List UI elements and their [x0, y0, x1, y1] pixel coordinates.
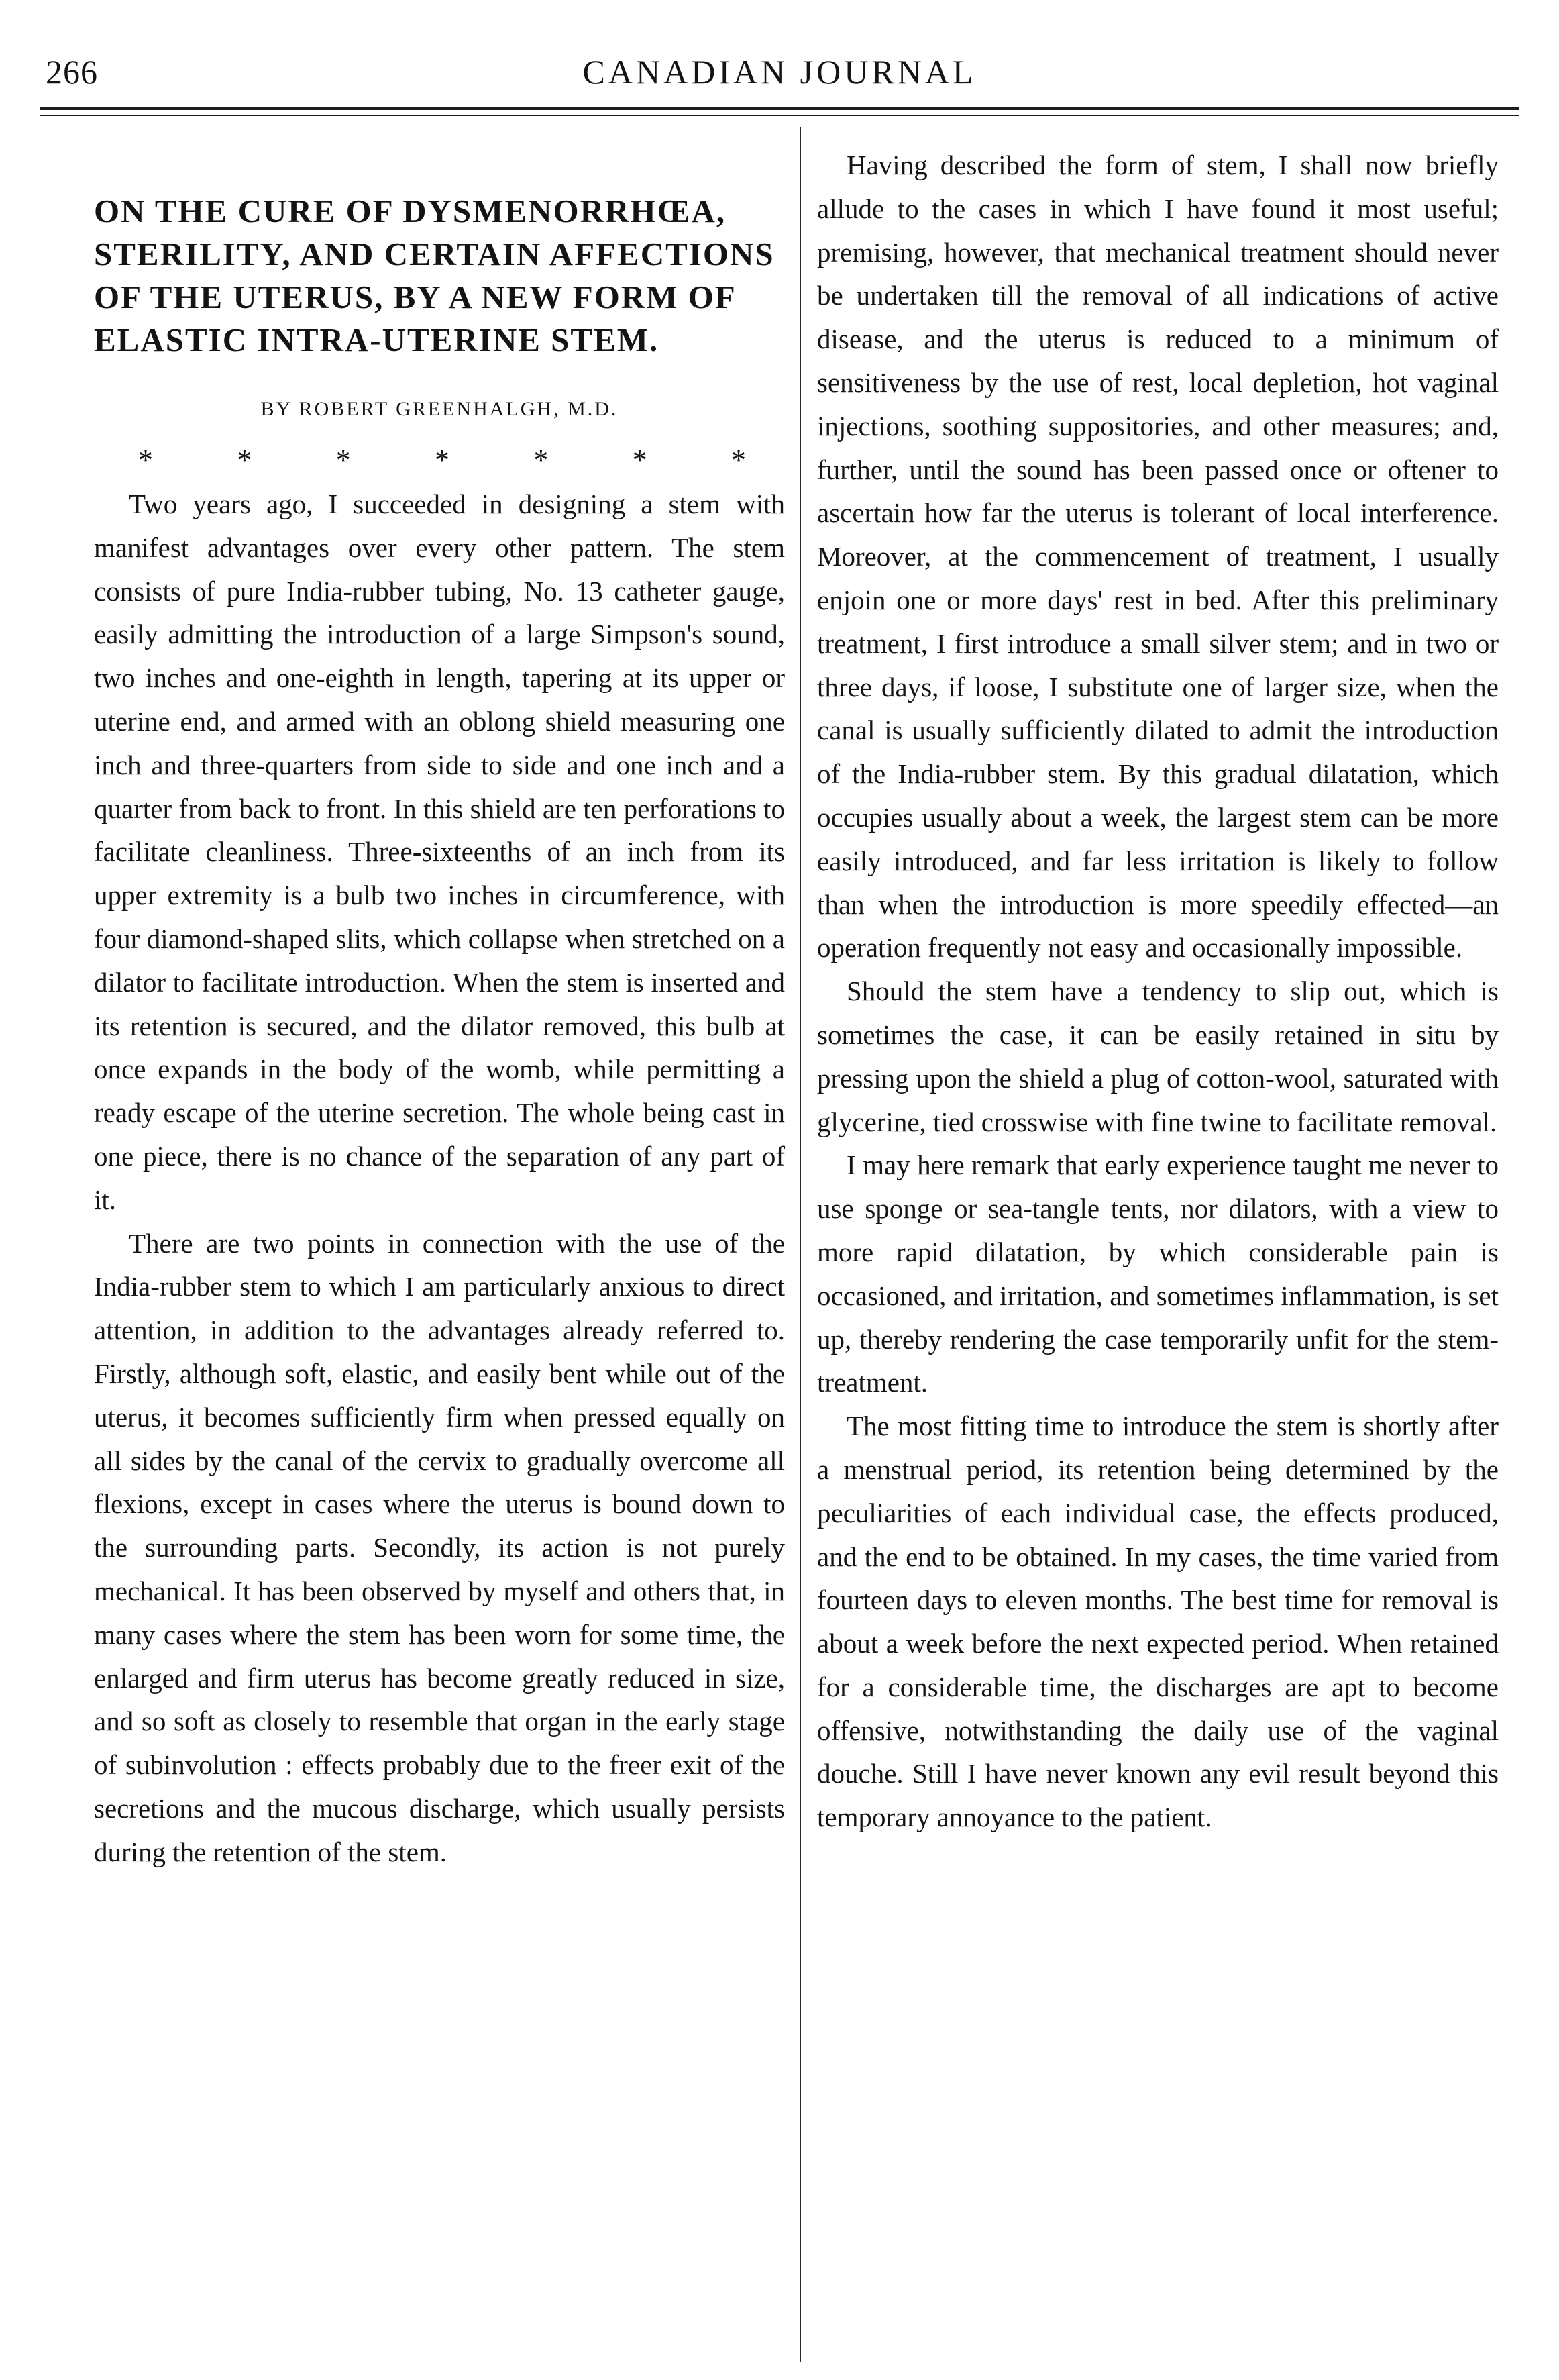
- asterisk: *: [731, 444, 746, 476]
- body-paragraph: Having described the form of stem, I shall now briefly allude to the cases in which I have found it most useful; premising, however, that mechanical treatment should never be undertaken till the removal of all indications of active disease, and the uterus is reduced to a minimum of sensitiveness by the use of rest, local depletion, hot vaginal injections, soothing suppositories, and other measures; and, further, until the sound has been passed once or oftener to ascertain how far the uterus is tolerant of local interference. Moreover, at the commencement of treatment, I usually enjoin one or more days' rest in bed. After this preliminary treatment, I first introduce a small silver stem; and in two or three days, if loose, I substitute one of larger size, when the canal is usually sufficiently dilated to admit the introduction of the India-rubber stem. By this gradual dilatation, which occupies usually about a week, the largest stem can be more easily introduced, and far less irritation is likely to follow than when the introduction is more speedily effected—an operation frequently not easy and occasionally impossible.: [817, 150, 1499, 964]
- body-paragraph: There are two points in connection with the use of the India-rubber stem to which I am particularly anxious to direct attention, in addition to the advantages already referred to. Firstly, although soft, elastic, and easily bent while out of the uterus, it becomes sufficiently firm when pressed equally on all sides by the canal of the cervix to gradually overcome all flexions, except in cases where the uterus is bound down to the surrounding parts. Secondly, its action is not purely mechanical. It has been observed by myself and others that, in many cases where the stem has been worn for some time, the enlarged and firm uterus has become greatly reduced in size, and so soft as closely to resemble that organ in the early stage of subinvolution : effects probably due to the freer exit of the secretions and the mucous discharge, which usually persists during the retention of the stem.: [94, 1227, 785, 1867]
- header-rule-thick: [40, 107, 1519, 110]
- asterisk: *: [138, 444, 153, 476]
- header-rule-thin: [40, 115, 1519, 116]
- asterisk: *: [237, 444, 252, 476]
- body-paragraph: Should the stem have a tendency to slip out, which is sometimes the case, it can be easily retained in situ by pressing upon the shield a plug of cotton-wool, saturated with glycerine, tied crosswise with fine twine to facilitate removal.: [817, 976, 1499, 1137]
- asterisk: *: [533, 444, 549, 476]
- left-column: [94, 151, 785, 1874]
- column-divider: [800, 127, 801, 2362]
- article-title: ON THE CURE OF DYSMENORRHŒA, STERILITY, AND CERTAIN AFFECTIONS OF THE UTERUS, BY A NEW FORM OF ELASTIC INTRA-UTERINE STEM.: [94, 193, 775, 358]
- asterisk: *: [335, 444, 351, 476]
- body-paragraph: Two years ago, I succeeded in designing a stem with manifest advantages over every other pattern. The stem consists of pure India-rubber tubing, No. 13 catheter gauge, easily admitting the introduction of a large Simpson's sound, two inches and one-eighth in length, tapering at its upper or uterine end, and armed with an oblong shield measuring one inch and three-quarters from side to side and one inch and a quarter from back to front. In this shield are ten perforations to facilitate cleanliness. Three-sixteenths of an inch from its upper extremity is a bulb two inches in circumference, with four diamond-shaped slits, which collapse when stretched on a dilator to facilitate introduction. When the stem is inserted and its retention is secured, and the dilator removed, this bulb at once expands in the body of the womb, while permitting a ready escape of the uterine secretion. The whole being cast in one piece, there is no chance of the separation of any part of it.: [94, 488, 785, 1215]
- section-break-asterisks: [94, 438, 785, 482]
- article-byline: BY ROBERT GREENHALGH, M.D.: [260, 398, 619, 420]
- running-head: CANADIAN JOURNAL: [582, 53, 977, 91]
- page-header: [40, 48, 1519, 102]
- asterisk: *: [434, 444, 449, 476]
- body-paragraph: I may here remark that early experience taught me never to use sponge or sea-tangle tents, nor dilators, with a view to more rapid dilatation, by which considerable pain is occasioned, and irritation, and sometimes inflammation, is set up, thereby rendering the case temporarily unfit for the stem-treatment.: [817, 1149, 1499, 1398]
- page-number: 266: [46, 53, 98, 91]
- body-paragraph: The most fitting time to introduce the stem is shortly after a menstrual period, its retention being determined by the peculiarities of each individual case, the effects produced, and the end to be obtained. In my cases, the time varied from fourteen days to eleven months. The best time for removal is about a week before the next expected period. When retained for a considerable time, the discharges are apt to become offensive, notwithstanding the daily use of the vaginal douche. Still I have never known any evil result beyond this temporary annoyance to the patient.: [817, 1410, 1499, 1833]
- asterisk: *: [632, 444, 647, 476]
- right-column: [817, 144, 1499, 1839]
